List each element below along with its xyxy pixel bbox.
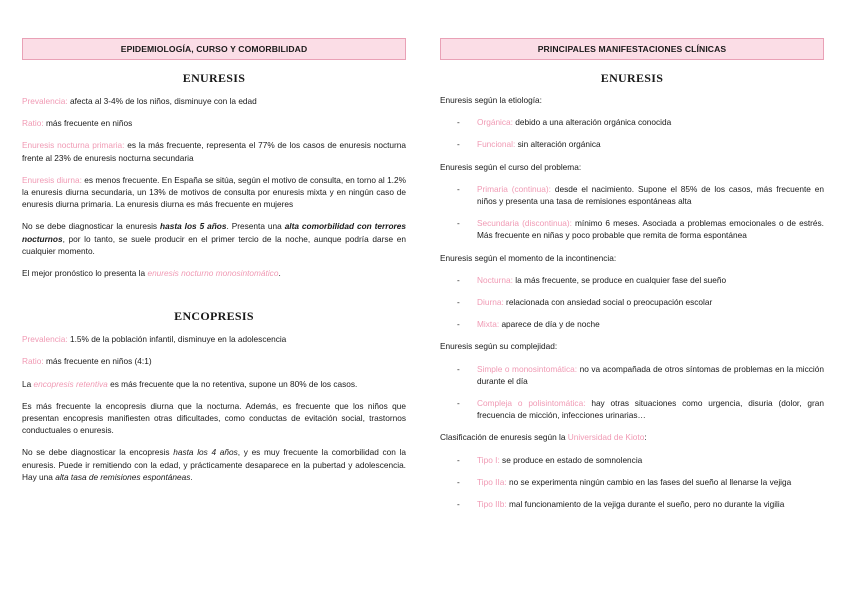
right-banner: PRINCIPALES MANIFESTACIONES CLÍNICAS xyxy=(440,38,824,60)
group-heading-complejidad: Enuresis según su complejidad: xyxy=(440,341,558,352)
list-item: - Diurna: relacionada con ansiedad social o preocupación escolar xyxy=(440,296,824,308)
encopresis-diurna: Es más frecuente la encopresis diurna que la nocturna. Además, es frecuente que los niños que presentan encopresis manifiesten otras dificultades, como conductas de evitación social, trastornos conductuales o enuresis. xyxy=(22,400,406,436)
list-item: - Tipo IIb: mal funcionamiento de la vejiga durante el sueño, pero no durante la vigilia xyxy=(440,498,824,510)
enuresis-nocturna: Enuresis nocturna primaria: es la más frecuente, representa el 77% de los casos de enuresis nocturna frente al 23% de enuresis nocturna secundaria xyxy=(22,140,407,163)
list-item: - Funcional: sin alteración orgánica xyxy=(440,138,824,150)
list-momento xyxy=(440,274,824,331)
right-enuresis-title: ENURESIS xyxy=(600,71,664,85)
encopresis-prevalencia: Prevalencia: 1.5% de la población infantil, disminuye en la adolescencia xyxy=(22,334,287,345)
enuresis-pronostico: El mejor pronóstico lo presenta la enuresis nocturno monosintomático. xyxy=(22,268,281,279)
left-column xyxy=(22,38,406,483)
group-heading-momento: Enuresis según el momento de la incontinencia: xyxy=(440,252,617,263)
encopresis-retentiva: La encopresis retentiva es más frecuente que la no retentiva, supone un 80% de los casos. xyxy=(22,378,358,389)
enuresis-title: ENURESIS xyxy=(182,71,246,85)
group-heading-etiologia: Enuresis según la etiología: xyxy=(440,95,542,105)
enuresis-prevalencia: Prevalencia: afecta al 3-4% de los niños, disminuye con la edad xyxy=(22,96,257,106)
list-item: - Simple o monosintomática: no va acompañada de otros síntomas de problemas en la micción durante el día xyxy=(440,363,824,387)
list-complejidad xyxy=(440,363,824,422)
encopresis-title: ENCOPRESIS xyxy=(174,309,254,324)
right-column xyxy=(440,38,824,510)
enuresis-ratio: Ratio: más frecuente en niños xyxy=(22,118,133,129)
list-item: - Mixta: aparece de día y de noche xyxy=(440,318,824,330)
enuresis-diurna: Enuresis diurna: es menos frecuente. En España se sitúa, según el motivo de consulta, en torno al 1.2% la enuresis diurna secundaria, un 13% de motivos de consulta por enuresis mixta y en ningún caso de enuresis diurna primaria. La enuresis diurna es más frecuente en mujeres xyxy=(22,174,406,210)
list-item: - Secundaria (discontinua): mínimo 6 meses. Asociada a problemas emocionales o de estrés. Más frecuente en niñas y poco probable que remita de forma espontánea xyxy=(440,217,824,241)
list-item: - Tipo I: se produce en estado de somnolencia xyxy=(440,454,824,466)
encopresis-ratio: Ratio: más frecuente en niños (4:1) xyxy=(22,356,152,367)
group-heading-curso: Enuresis según el curso del problema: xyxy=(440,161,582,172)
list-item: - Tipo IIa: no se experimenta ningún cambio en las fases del sueño al llenarse la vejiga xyxy=(440,476,824,488)
list-etiologia xyxy=(440,116,824,150)
list-kioto xyxy=(440,454,824,511)
left-banner: EPIDEMIOLOGÍA, CURSO Y COMORBILIDAD xyxy=(22,38,406,60)
list-item: - Primaria (continua): desde el nacimiento. Supone el 85% de los casos, más frecuente en niños y presenta una tasa de remisiones espontáneas alta xyxy=(440,183,824,207)
list-curso xyxy=(440,183,824,242)
list-item: - Nocturna: la más frecuente, se produce en cualquier fase del sueño xyxy=(440,274,824,286)
encopresis-diagnostico: No se debe diagnosticar la encopresis hasta los 4 años, y es muy frecuente la comorbilidad con la enuresis. Puede ir remitiendo con la edad, y prácticamente desaparece en la pubertad y adolescencia. Hay una alta tasa de remisiones espontáneas. xyxy=(22,447,406,482)
group-heading-kioto: Clasificación de enuresis según la Universidad de Kioto: xyxy=(440,432,647,443)
list-item: - Compleja o polisintomática: hay otras situaciones como urgencia, disuria (dolor, gran frecuencia de micción, infecciones urinarias… xyxy=(440,397,824,421)
list-item: - Orgánica: debido a una alteración orgánica conocida xyxy=(440,116,824,128)
enuresis-diagnostico: No se debe diagnosticar la enuresis hasta los 5 años. Presenta una alta comorbilidad con terrores nocturnos, por lo tanto, se suele producir en el primer tercio de la noche, aunque podría darse en cualquier momento. xyxy=(22,221,407,256)
